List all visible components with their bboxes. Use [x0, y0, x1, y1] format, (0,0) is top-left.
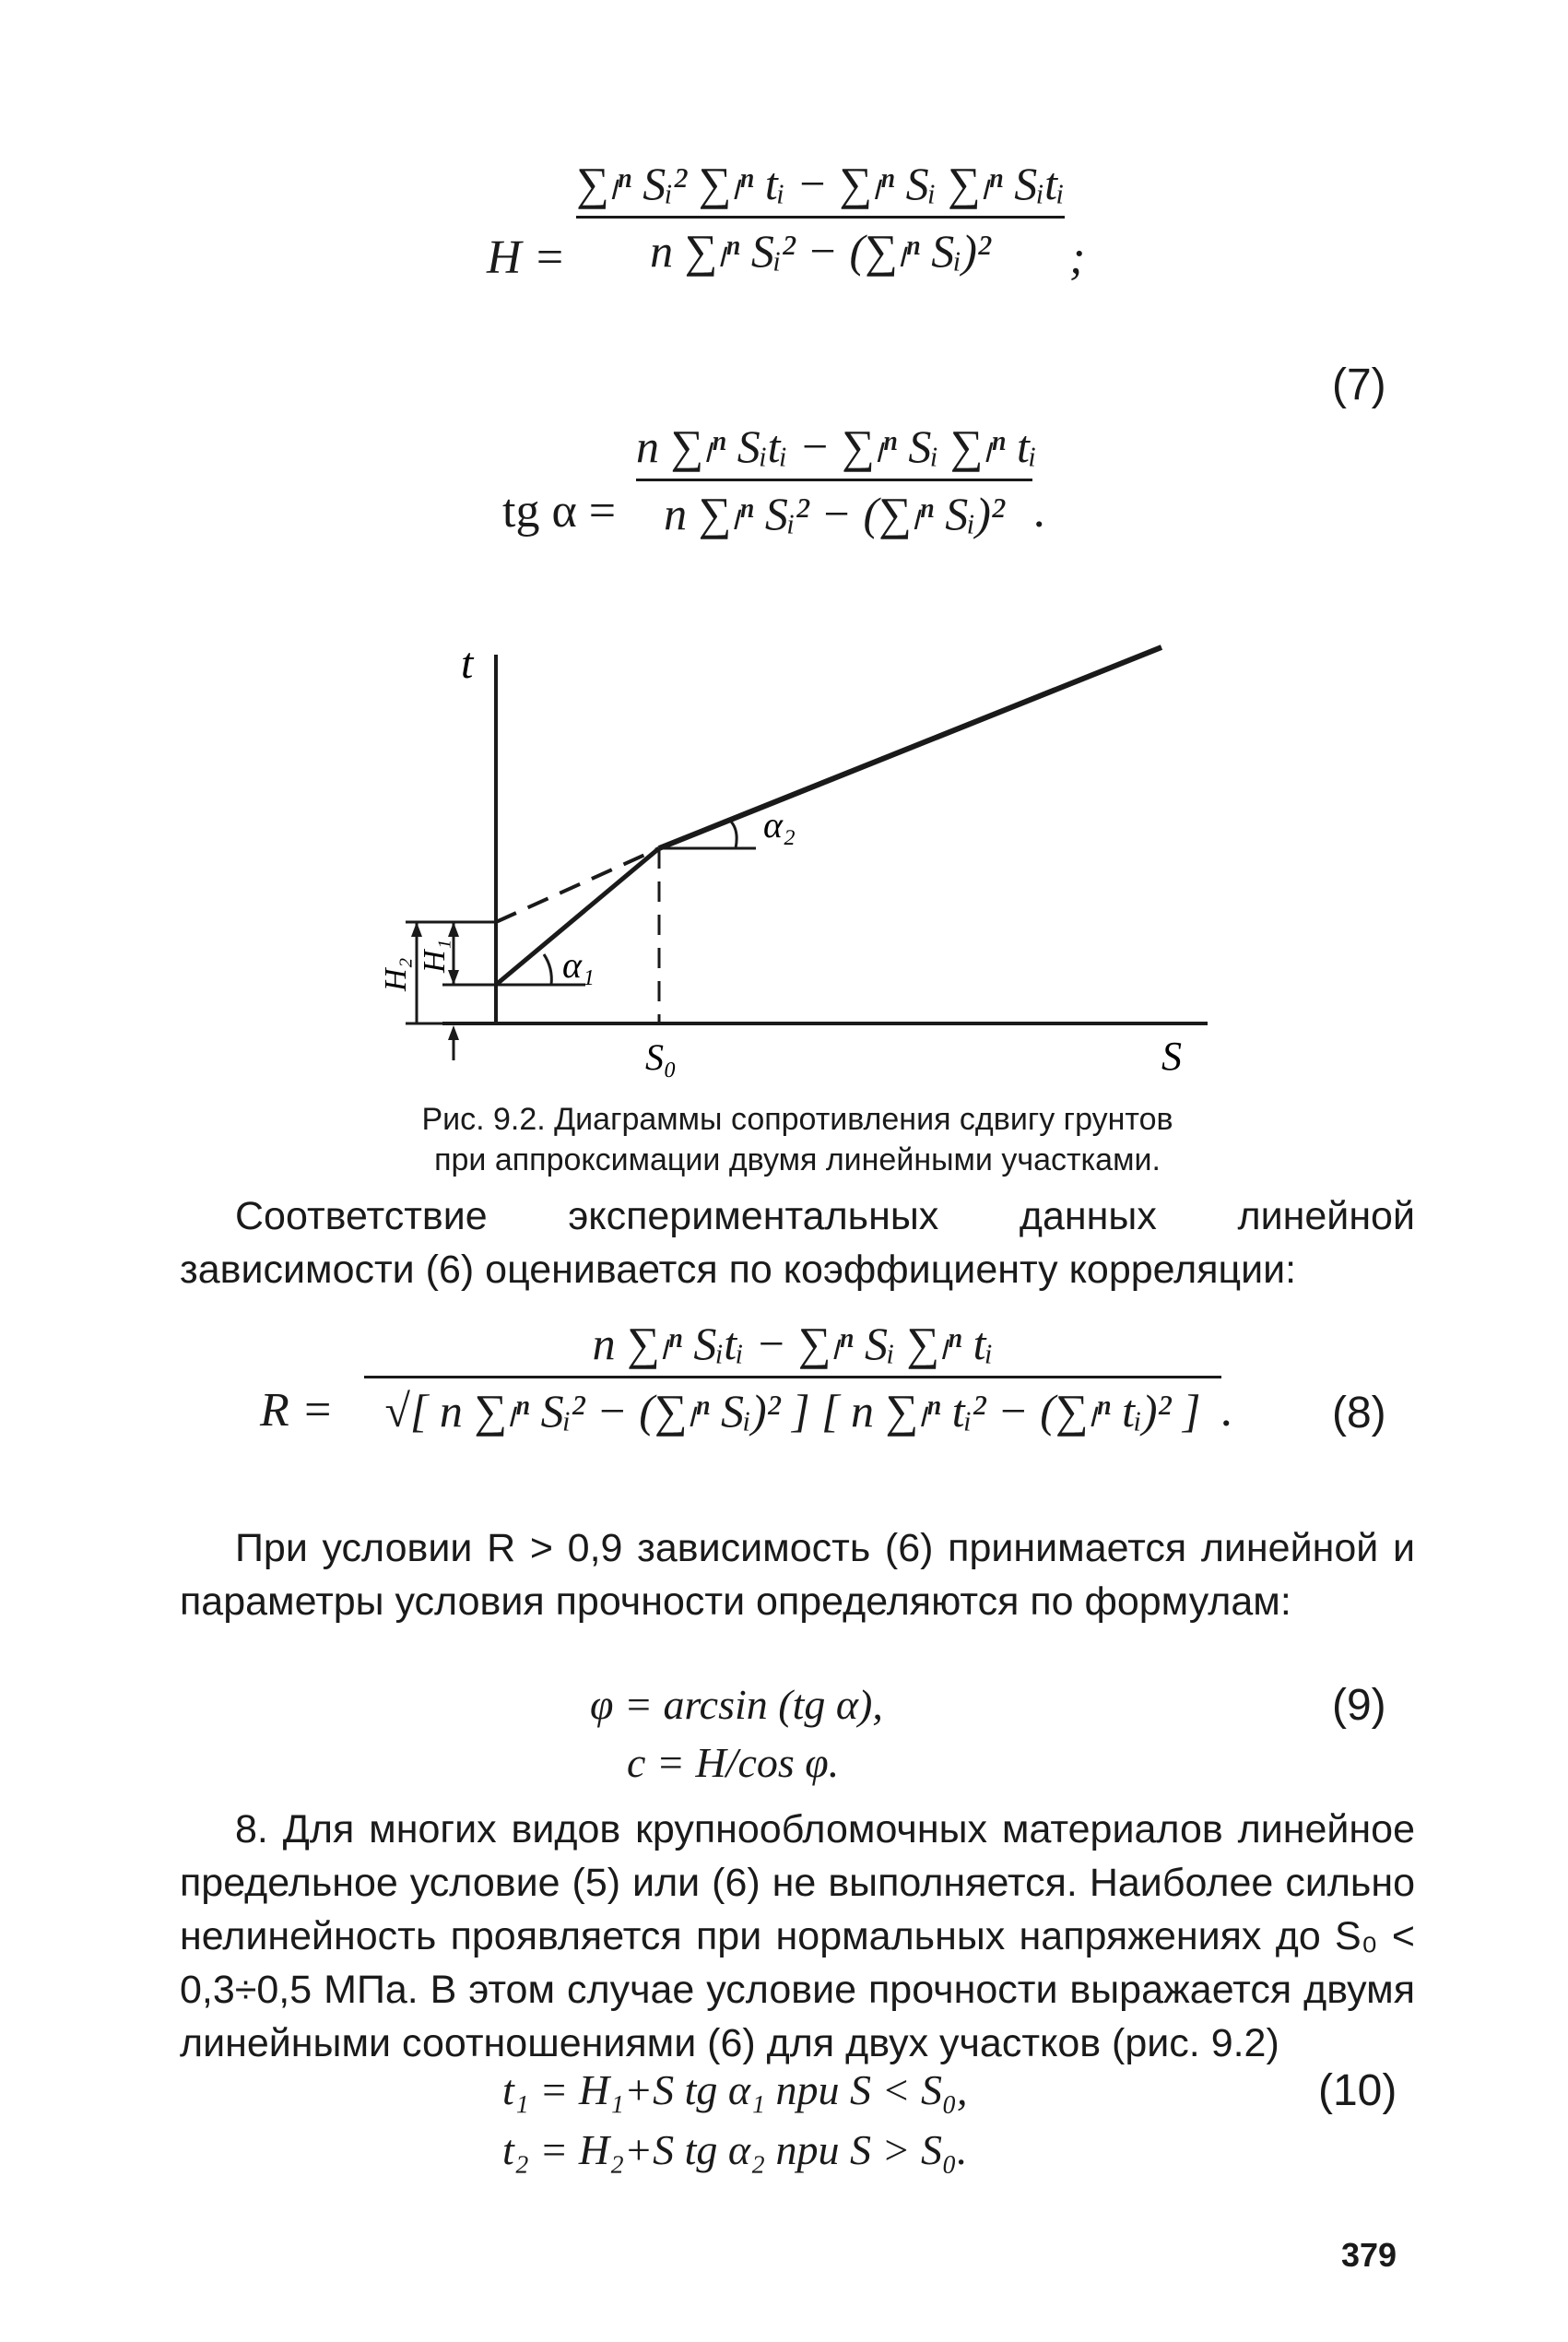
formula-h-fraction: [576, 157, 1065, 278]
h1-label: H₁: [418, 939, 452, 973]
s0-label: S₀: [645, 1036, 677, 1078]
alpha2-label: α₂: [763, 804, 796, 846]
t-axis-label: t: [461, 639, 474, 688]
fraction-bar: [636, 479, 1032, 481]
figure-caption: [355, 1099, 1240, 1180]
caption-line-2: при аппроксимации двумя линейными участками.: [434, 1142, 1161, 1177]
formula-tg-end: .: [1034, 485, 1046, 538]
segment-2: [659, 647, 1161, 848]
formula-tg-fraction: [636, 420, 1037, 540]
segment-2-extension: [496, 848, 659, 922]
alpha1-label: α₁: [562, 944, 595, 986]
formula-h-end: ;: [1069, 231, 1086, 284]
formula-h-lhs: H =: [487, 231, 566, 284]
equation-number-9: (9): [1332, 1681, 1386, 1730]
formula-phi: φ = arcsin (tg α),: [590, 1681, 883, 1728]
formula-r-lhs: R =: [260, 1384, 334, 1437]
alpha1-arc: [544, 954, 551, 985]
s-axis-label: S: [1161, 1034, 1182, 1079]
fraction-bar: [576, 216, 1065, 219]
fraction-bar: [364, 1376, 1221, 1378]
equation-number-7: (7): [1332, 361, 1386, 409]
h2-label: H₂: [379, 957, 413, 991]
paragraph-nonlinearity: 8. Для многих видов крупнообломочных материалов линейное предельное условие (5) или (6) не выполняется. Наиболее сильно нелинейность проявляется при нормальных напряжениях до S₀ < 0,3÷0,5 МПа. В этом случае условие прочности выражается двумя линейными соотношениями (6) для двух участков (рис. 9.2): [180, 1807, 1415, 2065]
formula-tg-denominator: n ∑ₗⁿ Sᵢ² − (∑ₗⁿ Sᵢ)²: [664, 488, 1005, 539]
h2-arrow-top: [411, 922, 422, 937]
paragraph-condition: При условии R > 0,9 зависимость (6) принимается линейной и параметры условия прочности определяются по формулам:: [180, 1526, 1415, 1624]
formula-tg-numerator: n ∑ₗⁿ Sᵢtᵢ − ∑ₗⁿ Sᵢ ∑ₗⁿ tᵢ: [636, 420, 1037, 472]
equation-number-10: (10): [1318, 2066, 1397, 2115]
caption-line-1: Рис. 9.2. Диаграммы сопротивления сдвигу грунтов: [421, 1102, 1173, 1137]
equation-number-8: (8): [1332, 1389, 1386, 1437]
formula-h-numerator: ∑ₗⁿ Sᵢ² ∑ₗⁿ tᵢ − ∑ₗⁿ Sᵢ ∑ₗⁿ Sᵢtᵢ: [576, 158, 1065, 209]
page-number: 379: [1341, 2236, 1397, 2274]
shear-resistance-diagram: [350, 627, 1235, 1088]
formula-tg-lhs: tg α =: [502, 485, 617, 538]
formula-r-end: .: [1221, 1384, 1233, 1437]
formula-t1: t₁ = H₁+S tg α₁ при S < S₀,: [502, 2066, 968, 2113]
formula-c: c = H/cos φ.: [627, 1739, 840, 1786]
formula-r-denominator: √[ n ∑ₗⁿ Sᵢ² − (∑ₗⁿ Sᵢ)² ] [ n ∑ₗⁿ tᵢ² − (∑ₗⁿ tᵢ)² ]: [384, 1385, 1201, 1437]
formula-h-denominator: n ∑ₗⁿ Sᵢ² − (∑ₗⁿ Sᵢ)²: [650, 225, 991, 277]
formula-r-numerator: n ∑ₗⁿ Sᵢtᵢ − ∑ₗⁿ Sᵢ ∑ₗⁿ tᵢ: [592, 1318, 994, 1369]
h1-arrow-top: [448, 922, 459, 937]
formula-t2: t₂ = H₂+S tg α₂ при S > S₀.: [502, 2126, 968, 2173]
formula-r-fraction: [364, 1317, 1221, 1437]
alpha2-arc: [730, 821, 737, 848]
paragraph-correlation-intro: Соответствие экспериментальных данных линейной зависимости (6) оценивается по коэффициенту корреляции:: [180, 1194, 1415, 1292]
